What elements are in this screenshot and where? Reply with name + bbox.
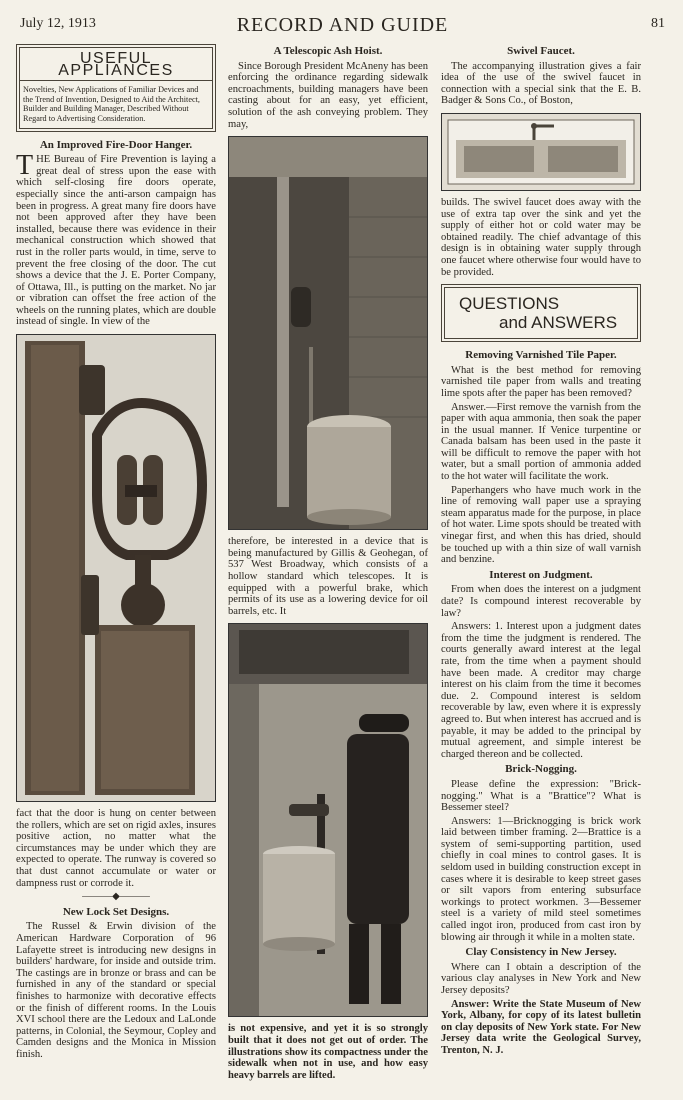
article-heading: Brick-Nogging.	[505, 763, 577, 776]
article-heading: New Lock Set Designs.	[62, 905, 170, 918]
qa-title-line-1: QUESTIONS	[459, 294, 560, 314]
ash-hoist-in-use-photo	[229, 624, 427, 1016]
ash-hoist-figure-1	[228, 136, 428, 530]
ash-hoist-figure-2	[228, 623, 428, 1017]
useful-appliances-box	[16, 44, 216, 132]
article-heading: An Improved Fire-Door Hanger.	[39, 138, 193, 151]
column-2	[228, 44, 428, 1083]
article-paragraph: fact that the door is hung on center between the rollers, which are set on rigid axles, insures positive action, no matter what the circumstances may be under which they are expected to operate. The runway is covered so that dust cannot accumulate or water or dampness rust or corrode it.	[16, 808, 216, 889]
section-subtitle: Novelties, New Applications of Familiar Devices and the Trend of Invention, Designed to Aid the Architect, Builder and Building Manager, Described Without Regard to Advertising Consideration.	[23, 85, 200, 123]
running-header	[20, 14, 665, 36]
column-3	[441, 44, 641, 1059]
page-number: 81	[651, 16, 665, 31]
article-paragraph: What is the best method for removing varnished tile paper from walls and treating lime spots after the paper has been removed?	[441, 364, 641, 399]
article-paragraph: Since Borough President McAneny has been enforcing the ordinance regarding sidewalk encroachments, building managers have been casting about for an easy, yet efficient, solution of the ash conveying problem. They may,	[228, 60, 428, 130]
fire-door-hanger-figure	[16, 334, 216, 802]
article-paragraph: builds. The swivel faucet does away with the use of extra tap over the sink and yet the supply of either hot or cold water may be obtained readily. The chief advantage of this design is in obtaining water supply through one faucet where otherwise four would have to be provided.	[441, 196, 641, 278]
article-paragraph: The Russel & Erwin division of the American Hardware Corporation of 96 Lafayette street is introducing new designs in builders' hardware, for inside and outside trim. The castings are in bronze or brass and can be furnished in any of the standard or special finishes to harmonize with decorative effects or the finish of different rooms. In the Louis XVI school there are the Ledoux and LaLonde patterns, in Colonial, the Seymour, Copley and Camden designs and the Monica in Mission finish.	[16, 921, 216, 1060]
article-paragraph: THE Bureau of Fire Prevention is laying a great deal of stress upon the ease with which self-closing fire doors operate, especially since the anti-arson campaign has been in progress. A great many fire doors have not been approved after they have been installed, because there was evidence in their mechanical construction which showed that rust in the roller parts would, in time, serve to prevent the free closing of the door. The cut shows a device that the J. E. Porter Company, of Ottawa, Ill., is putting on the market. No jar or vibration can offset the free action of the wheels on the running plates, which are double instead of single. In view of the	[16, 150, 216, 328]
article-paragraph: therefore, be interested in a device that is being manufactured by Gillis & Geohegan, of 537 West Broadway, which consists of a hollow standard which telescopes. It is equipped with a powerful brake, which permits of its use as a lowering device for oil barrels, etc. It	[228, 536, 428, 617]
article-paragraph: Where can I obtain a description of the various clay analyses in New York and New Jersey deposits?	[441, 961, 641, 996]
article-heading: Clay Consistency in New Jersey.	[465, 946, 617, 959]
article-paragraph: Paperhangers who have much work in the line of removing wall paper use a spraying steam apparatus made for the purpose, in place of hot water. Lime spots should be treated with vinegar first, and when this has dried, should be touched up with a thin size of wall varnish and benzine.	[441, 484, 641, 566]
article-heading: Removing Varnished Tile Paper.	[465, 349, 617, 362]
issue-date: July 12, 1913	[20, 16, 96, 31]
questions-answers-box	[441, 284, 641, 342]
article-heading: Swivel Faucet.	[507, 45, 575, 57]
publication-title: RECORD AND GUIDE	[236, 14, 449, 36]
section-title: USEFUL APPLIANCES	[20, 48, 212, 81]
article-heading: Interest on Judgment.	[489, 568, 593, 581]
article-paragraph: Answers: 1. Interest upon a judgment dates from the time the judgment is rendered. The courts generally award interest at the legal rate, from the time when a payment should have been made. A creditor may charge interest on his claim from the time it becomes due. 2. Compound interest is seldom recoverable by law, even where it is expressly agreed to. But when interest has accrued and is payable, it may be added to the principal by mutual agreement, and simple interest be charged thereon and be collected.	[441, 621, 641, 760]
article-paragraph: Please define the expression: "Brick-nogging." What is a "Brattice"? What is Bessemer steel?	[441, 778, 641, 814]
article-paragraph: Answer: Write the State Museum of New York, Albany, for copy of its latest bulletin on clay deposits of New York state. For New Jersey data write the Geological Survey, Trenton, N. J.	[441, 998, 641, 1056]
swivel-faucet-sink-photo	[442, 114, 640, 190]
article-paragraph: The accompanying illustration gives a fair idea of the use of the swivel faucet in connection with a special sink that the E. B. Badger & Sons Co., of Boston,	[441, 60, 641, 107]
article-paragraph: is not expensive, and yet it is so strongly built that it does not get out of order. The illustrations show its compactness under the sidewalk when not in use, and how easy heavy barrels are lifted.	[228, 1023, 428, 1081]
ash-hoist-photo	[229, 137, 427, 529]
column-1	[16, 44, 216, 1063]
section-separator: ———◆———	[82, 891, 150, 903]
article-paragraph: From when does the interest on a judgment date? Is compound interest recoverable by law?	[441, 584, 641, 619]
fire-door-hanger-illustration	[17, 335, 215, 801]
swivel-faucet-figure	[441, 113, 641, 191]
drop-cap: T	[16, 150, 34, 182]
article-paragraph: Answer.—First remove the varnish from the paper with aqua ammonia, then soak the paper in the usual manner. If Venice turpentine or Canada balsam has been used in the paste it will be difficult to remove the paper with hot water, but a small portion of ammonia added to the hot water will facilitate the work.	[441, 401, 641, 483]
article-heading: A Telescopic Ash Hoist.	[273, 45, 383, 57]
qa-title-line-2: and ANSWERS	[499, 313, 618, 333]
article-paragraph: Answers: 1—Bricknogging is brick work laid between timber framing. 2—Brattice is a system of semi-supporting partition, used chiefly in coal mines to control gases. It is seldom used in building construction except in cases where it is desirable to keep street gases or silt vapors from entering subsurface workings to protect workmen. 3—Bessemer steel is a variety of mild steel sometimes called ingot iron, produced from cast iron by blowing air through it while in a molten state.	[441, 815, 641, 943]
